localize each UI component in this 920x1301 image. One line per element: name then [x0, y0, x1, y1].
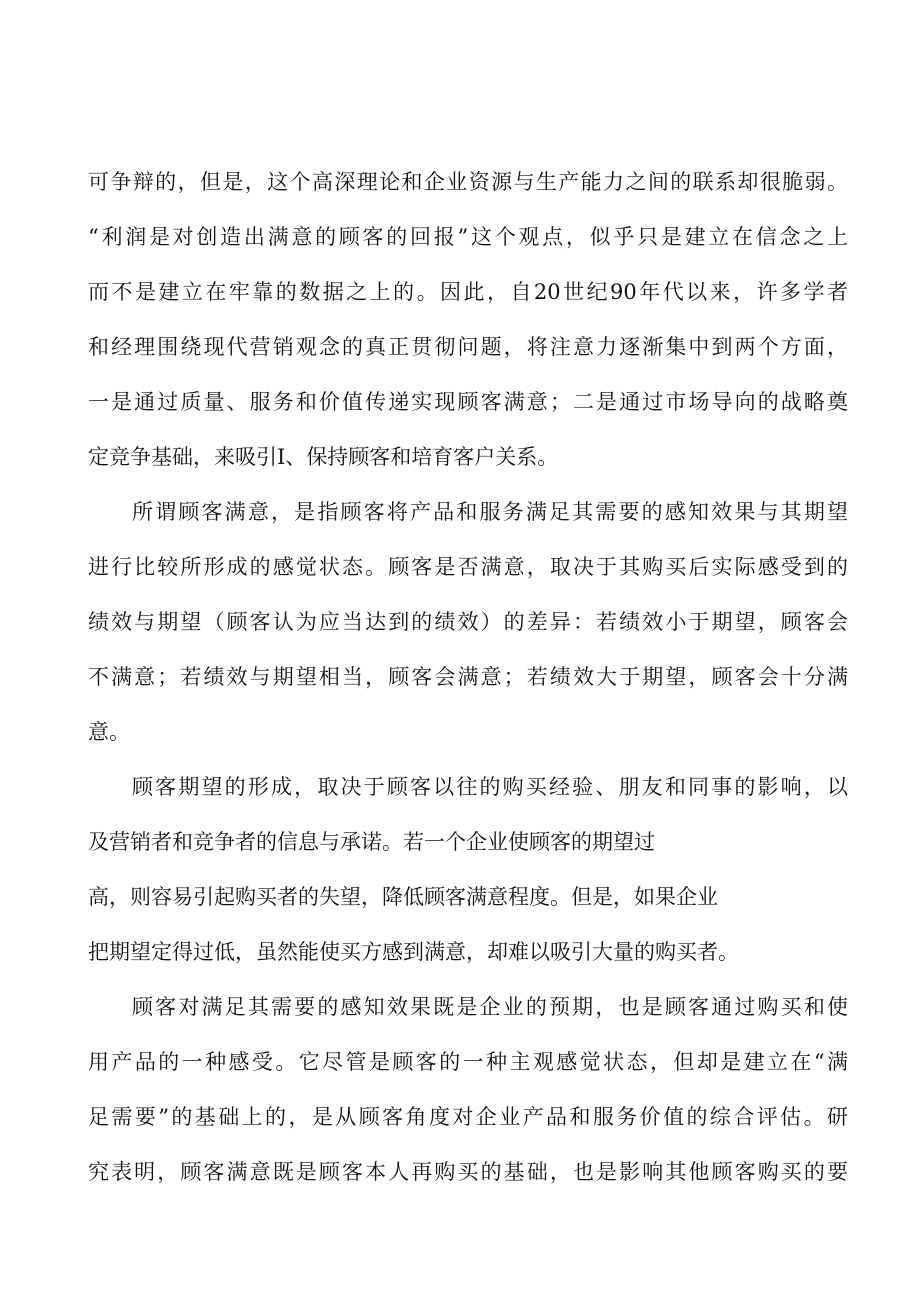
paragraph-line: “利润是对创造出满意的顾客的回报”这个观点，似乎只是建立在信念之上: [88, 225, 848, 249]
paragraph-line: 足需要”的基础上的，是从顾客角度对企业产品和服务价值的综合评估。研: [88, 1105, 848, 1129]
paragraph-line: 进行比较所形成的感觉状态。顾客是否满意，取决于其购买后实际感受到的: [88, 555, 848, 579]
paragraph-line: 一是通过质量、服务和价值传递实现顾客满意；二是通过市场导向的战略奠: [88, 390, 848, 414]
paragraph-line: 及营销者和竞争者的信息与承诺。若一个企业使顾客的期望过: [88, 830, 655, 854]
paragraph-line: 可争辩的，但是，这个高深理论和企业资源与生产能力之间的联系却很脆弱。: [88, 170, 848, 194]
paragraph-line: 究表明，顾客满意既是顾客本人再购买的基础，也是影响其他顾客购买的要: [88, 1160, 848, 1184]
paragraph-line: 把期望定得过低，虽然能使买方感到满意，却难以吸引大量的购买者。: [88, 940, 739, 964]
paragraph-first-line: 顾客期望的形成，取决于顾客以往的购买经验、朋友和同事的影响，以: [132, 775, 848, 799]
paragraph-line: 不满意；若绩效与期望相当，顾客会满意；若绩效大于期望，顾客会十分满: [88, 665, 848, 689]
paragraph-line: 而不是建立在牢靠的数据之上的。因此，自20世纪90年代以来，许多学者: [88, 280, 848, 304]
paragraph-line: 高，则容易引起购买者的失望，降低顾客满意程度。但是，如果企业: [88, 885, 718, 909]
paragraph-line: 用产品的一种感受。它尽管是顾客的一种主观感觉状态，但却是建立在“满: [88, 1050, 848, 1074]
paragraph-line: 意。: [88, 720, 130, 744]
paragraph-first-line: 顾客对满足其需要的感知效果既是企业的预期，也是顾客通过购买和使: [132, 995, 848, 1019]
paragraph-line: 定竞争基础，来吸引I、保持顾客和培育客户关系。: [88, 445, 559, 469]
paragraph-line: 和经理围绕现代营销观念的真正贯彻问题，将注意力逐渐集中到两个方面，: [88, 335, 848, 359]
paragraph-first-line: 所谓顾客满意，是指顾客将产品和服务满足其需要的感知效果与其期望: [132, 500, 848, 524]
paragraph-line: 绩效与期望（顾客认为应当达到的绩效）的差异：若绩效小于期望，顾客会: [88, 610, 848, 634]
